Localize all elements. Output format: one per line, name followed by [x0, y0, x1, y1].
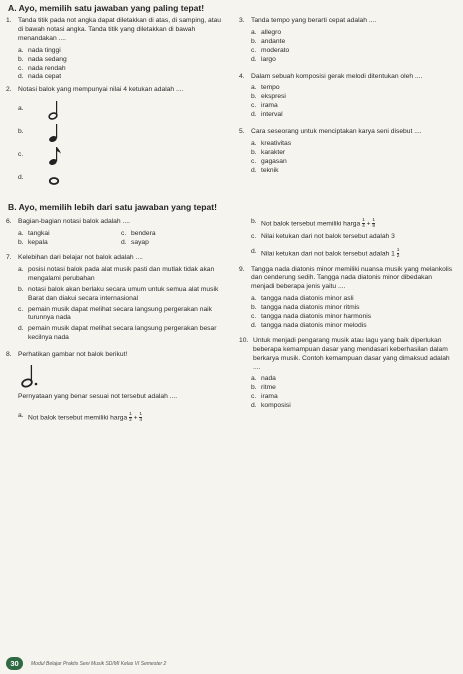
option-1c[interactable]: c. nada rendah — [18, 64, 66, 72]
option-4b[interactable]: b. ekspresi — [251, 93, 286, 101]
option-7b[interactable]: b. notasi balok akan berlaku secara umum untuk semua alat musik Barat dan diakui secara internasional — [18, 285, 219, 302]
question-6: 6. Bagian-bagian notasi balok adalah .... — [6, 218, 224, 227]
fraction: $\frac{1}{8}$ — [372, 218, 376, 230]
option-4c[interactable]: c. irama — [251, 102, 278, 110]
fraction: $\frac{1}{4}$ — [139, 411, 143, 423]
option-7d[interactable]: d. pemain musik dapat melihat secara langsung pergerakan besar kecilnya nada — [18, 325, 217, 342]
option-6d[interactable]: d. sayap — [121, 239, 149, 247]
question-4-text: Dalam sebuah komposisi gerak melodi ditentukan oleh .... — [251, 72, 423, 80]
section-a-title: A. Ayo, memilih satu jawaban yang paling tepat! — [8, 3, 205, 13]
section-b-body — [6, 218, 457, 423]
section-b-left-column — [6, 218, 224, 423]
question-1: 1. Tanda titik pada not angka dapat diletakkan di atas, di samping, atau di bawah notasi angka. Tanda titik yang diletakkan di bawah menandakan .... — [6, 17, 224, 44]
footer-text: Modul Belajar Praktis Seni Musik SD/MI Kelas VI Semester 2 — [31, 660, 167, 667]
option-3c[interactable]: c. moderato — [251, 46, 290, 54]
section-a-left-column — [6, 17, 224, 190]
option-10a[interactable]: a. nada — [251, 375, 276, 383]
option-9d[interactable]: d. tangga nada diatonis minor melodis — [251, 321, 367, 329]
question-2: 2. Notasi balok yang mempunyai nilai 4 ketukan adalah .... — [6, 86, 224, 95]
question-8: 8. Perhatikan gambar not balok berikut! — [6, 351, 224, 360]
eighth-note-icon — [48, 146, 62, 166]
section-b-title: B. Ayo, memilih lebih dari satu jawaban yang tepat! — [8, 202, 217, 213]
quarter-note-icon — [48, 123, 62, 143]
dotted-half-note-icon — [20, 363, 44, 389]
option-8a[interactable]: a. Not balok tersebut memiliki harga $\frac{1}{2}$ + $\frac{1}{4}$ — [18, 411, 143, 423]
question-6-text: Bagian-bagian notasi balok adalah .... — [18, 218, 130, 226]
option-8b[interactable]: b. Not balok tersebut memiliki harga $\frac{1}{4}$ + $\frac{1}{8}$ — [251, 218, 376, 230]
option-9b[interactable]: b. tangga nada diatonis minor ritmis — [251, 304, 360, 312]
option-7a[interactable]: a. posisi notasi balok pada alat musik pasti dan mutlak tidak akan mengalami perubahan — [18, 265, 215, 282]
question-9-text: Tangga nada diatonis minor memiliki nuansa musik yang melankolis dan cenderung sedih. Tangga nada diatonis minor dibedakan menjadi beberapa jenis yaitu .... — [251, 265, 453, 291]
option-4d[interactable]: d. interval — [251, 111, 283, 119]
option-6b[interactable]: b. kepala — [18, 239, 48, 247]
option-10d[interactable]: d. komposisi — [251, 402, 291, 410]
question-4: 4. Dalam sebuah komposisi gerak melodi ditentukan oleh .... — [239, 73, 457, 82]
option-4a[interactable]: a. tempo — [251, 84, 280, 92]
fraction: $\frac{1}{4}$ — [362, 218, 365, 230]
option-2c[interactable]: c. — [6, 144, 224, 167]
section-b-right-column — [239, 218, 457, 423]
option-10c[interactable]: c. irama — [251, 393, 278, 401]
section-a-body — [6, 17, 457, 190]
question-8-statement: Pernyataan yang benar sesuai not tersebut adalah .... — [18, 393, 178, 401]
page-footer — [6, 657, 166, 670]
whole-note-icon — [48, 169, 62, 189]
question-3: 3. Tanda tempo yang berarti cepat adalah .... — [239, 17, 457, 26]
question-7: 7. Kelebihan dari belajar not balok adalah .... — [6, 254, 224, 263]
fraction: $\frac{1}{2}$ — [396, 248, 400, 260]
option-1a[interactable]: a. nada tinggi — [18, 46, 61, 54]
option-5a[interactable]: a. kreativitas — [251, 139, 292, 147]
half-note-icon — [48, 100, 62, 120]
question-1-text: Tanda titik pada not angka dapat diletakkan di atas, di samping, atau di bawah notasi angka. Tanda titik yang diletakkan di bawah menandakan .... — [18, 17, 221, 42]
option-1b[interactable]: b. nada sedang — [18, 55, 67, 63]
question-10-text: Untuk menjadi pengarang musik atau lagu yang baik diperlukan beberapa kemampuan dasar yang mendasari keberhasilan dalam berkarya musik. Contoh kemampuan dasar yang dimaksud adalah .... — [253, 336, 450, 371]
question-5: 5. Cara seseorang untuk menciptakan karya seni disebut .... — [239, 128, 457, 137]
option-5d[interactable]: d. teknik — [251, 166, 279, 174]
option-3b[interactable]: b. andante — [251, 37, 286, 45]
option-3a[interactable]: a. allegro — [251, 28, 282, 36]
option-6a[interactable]: a. tangkai — [18, 230, 50, 238]
option-10b[interactable]: b. ritme — [251, 384, 276, 392]
option-9c[interactable]: c. tangga nada diatonis minor harmonis — [251, 313, 372, 321]
option-2b[interactable]: b. — [6, 121, 224, 144]
option-9a[interactable]: a. tangga nada diatonis minor asli — [251, 295, 354, 303]
option-1d[interactable]: d. nada cepat — [18, 73, 62, 81]
option-2a[interactable]: a. — [6, 98, 224, 121]
question-7-text: Kelebihan dari belajar not balok adalah .... — [18, 253, 143, 261]
option-3d[interactable]: d. largo — [251, 55, 276, 63]
fraction: $\frac{1}{2}$ — [129, 411, 132, 423]
option-2d[interactable]: d. — [6, 167, 224, 190]
section-a-right-column — [239, 17, 457, 190]
page-number: 30 — [6, 657, 23, 670]
question-9: 9. Tangga nada diatonis minor memiliki nuansa musik yang melankolis dan cenderung sedih. Tangga nada diatonis minor dibedakan menjadi beberapa jenis yaitu .... — [239, 266, 457, 293]
option-5b[interactable]: b. karakter — [251, 148, 286, 156]
option-8c[interactable]: c. Nilai ketukan dari not balok tersebut adalah 3 — [251, 233, 395, 241]
question-5-text: Cara seseorang untuk menciptakan karya seni disebut .... — [251, 128, 422, 136]
option-6c[interactable]: c. bendera — [121, 230, 156, 238]
question-2-text: Notasi balok yang mempunyai nilai 4 ketukan adalah .... — [18, 86, 184, 94]
option-7c[interactable]: c. pemain musik dapat melihat secara langsung pergerakan naik turunnya nada — [18, 305, 213, 322]
question-8-text: Perhatikan gambar not balok berikut! — [18, 351, 128, 359]
question-3-text: Tanda tempo yang berarti cepat adalah .... — [251, 17, 377, 24]
question-10: 10. Untuk menjadi pengarang musik atau lagu yang baik diperlukan beberapa kemampuan dasar yang mendasari keberhasilan dalam berkarya musik. Contoh kemampuan dasar yang dimaksud adalah .... — [239, 337, 457, 373]
option-8d[interactable]: d. Nilai ketukan dari not balok tersebut adalah 1 $\frac{1}{2}$ — [251, 248, 400, 260]
option-5c[interactable]: c. gagasan — [251, 157, 287, 165]
